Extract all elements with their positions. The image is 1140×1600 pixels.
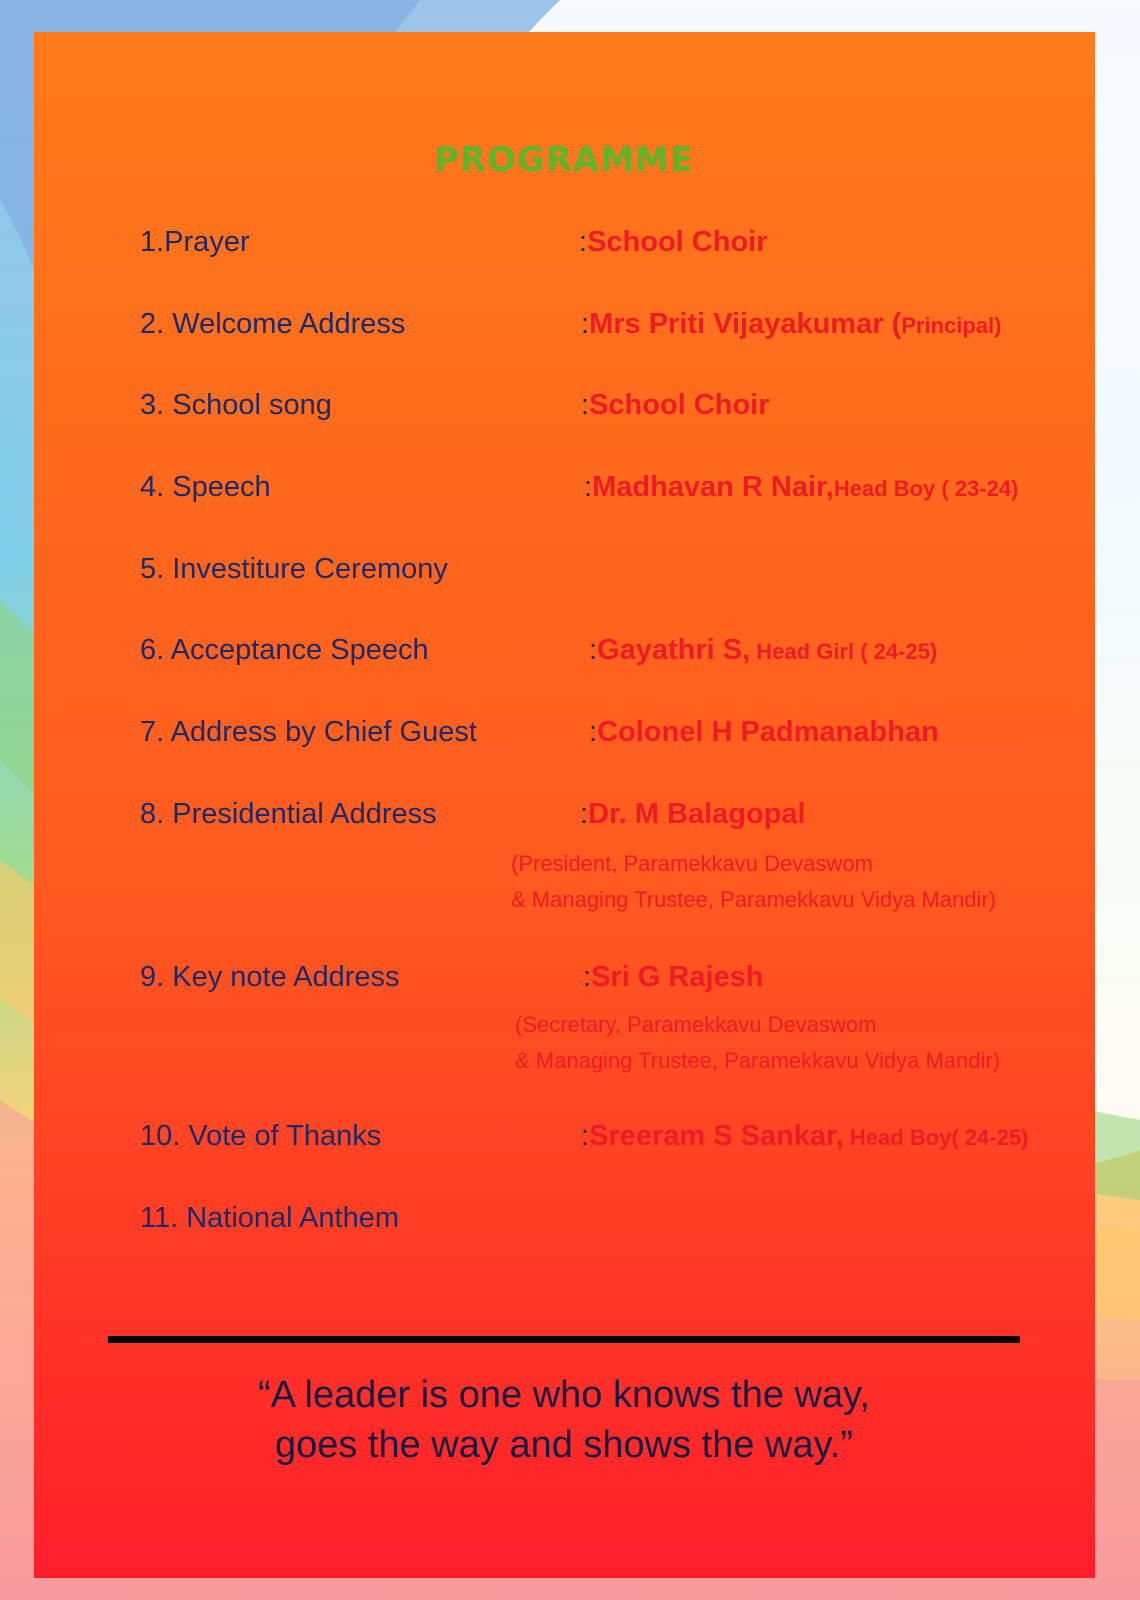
programme-item: [140, 471, 1065, 511]
quote-line1: “A leader is one who knows the way,: [258, 1374, 870, 1416]
colon: :: [579, 226, 588, 258]
item-label: 7. Address by Chief Guest: [140, 716, 477, 748]
secretary-detail-line2: & Managing Trustee, Paramekkavu Vidya Mandir): [515, 1048, 1001, 1073]
colon: :: [580, 798, 589, 830]
orange-frame: [34, 32, 1095, 1578]
divider-line: [108, 1336, 1020, 1343]
item-label: 11. National Anthem: [140, 1202, 400, 1234]
item-value: [589, 634, 937, 667]
programme-item: [140, 553, 1065, 593]
item-value: [581, 308, 1001, 341]
item-value-main: Sreeram S Sankar,: [589, 1120, 844, 1152]
programme-item: [140, 961, 1065, 1001]
item-value: [584, 471, 1018, 504]
item-value: [583, 961, 764, 994]
item-label: 2. Welcome Address: [140, 308, 406, 340]
secretary-detail-line1: (Secretary, Paramekkavu Devaswom: [515, 1012, 877, 1037]
item-label: 5. Investiture Ceremony: [140, 553, 448, 585]
item-label: 9. Key note Address: [140, 961, 400, 993]
programme-item: [140, 634, 1065, 674]
programme-item: [140, 716, 1065, 756]
colon: :: [581, 308, 590, 340]
programme-item: [140, 226, 1065, 266]
item-label: 1.Prayer: [140, 226, 250, 258]
item-value-main: Sri G Rajesh: [591, 961, 764, 993]
programme-card: [64, 62, 1065, 1548]
colon: :: [583, 961, 592, 993]
president-detail-line2: & Managing Trustee, Paramekkavu Vidya Mandir): [511, 887, 997, 912]
item-label: 8. Presidential Address: [140, 798, 437, 830]
item-value-main: School Choir: [587, 226, 768, 258]
president-detail-line1: (President, Paramekkavu Devaswom: [511, 851, 873, 876]
item-value-main: Madhavan R Nair,: [592, 471, 834, 503]
programme-item: [140, 1120, 1065, 1160]
page-title: PROGRAMME: [433, 140, 695, 180]
colon: :: [581, 1120, 590, 1152]
quote-line2: goes the way and shows the way.”: [274, 1424, 854, 1466]
item-value: [580, 798, 806, 831]
item-value-detail: Head Boy ( 23-24): [833, 476, 1019, 501]
item-value-detail: Head Girl ( 24-25): [750, 639, 938, 664]
item-value-detail: Head Boy( 24-25): [843, 1125, 1029, 1150]
colon: :: [589, 634, 598, 666]
item-value-main: Dr. M Balagopal: [588, 798, 806, 830]
item-label: 10. Vote of Thanks: [140, 1120, 382, 1152]
programme-item: [140, 308, 1065, 348]
item-value: [589, 716, 939, 749]
item-value: [579, 226, 768, 259]
item-value-detail: Principal): [901, 313, 1002, 338]
programme-item: [140, 1202, 1065, 1242]
item-value: [581, 389, 770, 422]
item-label: 6. Acceptance Speech: [140, 634, 429, 666]
item-value-main: Mrs Priti Vijayakumar (: [589, 308, 902, 340]
programme-item: [140, 389, 1065, 429]
item-value-main: School Choir: [589, 389, 770, 421]
colon: :: [581, 389, 590, 421]
item-value-main: Colonel H Padmanabhan: [597, 716, 939, 748]
item-label: 4. Speech: [140, 471, 271, 503]
item-value-main: Gayathri S,: [597, 634, 751, 666]
colon: :: [589, 716, 598, 748]
item-label: 3. School song: [140, 389, 332, 421]
programme-item: [140, 798, 1065, 838]
colon: :: [584, 471, 593, 503]
item-value: [581, 1120, 1028, 1153]
